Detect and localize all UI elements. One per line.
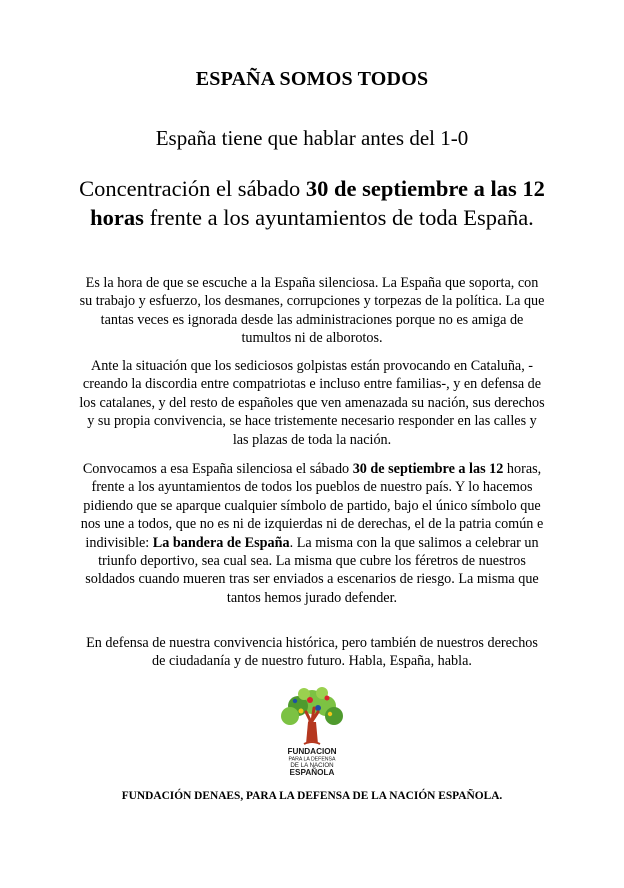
tree-icon (270, 684, 354, 778)
p3-part3: . La misma con la que salimos a celebrar un triunfo deportivo, sea cual sea. La misma que cubre los féretros de nuestros soldados cuando mueren tras ser enviados a escenarios de riesgo. La misma que tantos hemos jurado defender. (85, 534, 539, 606)
paragraph-catalonia: Ante la situación que los sediciosos golpistas están provocando en Cataluña, -creando la discordia entre compatriotas e incluso entre familias-, y en defensa de los catalanes, y del resto de españoles que ven amenazada su nación, sus derechos y su propia convivencia, se hace tristemente necesario responder en las calles y las plazas de toda la nación. (79, 358, 545, 448)
headline-text-pre: Concentración el sábado (79, 176, 306, 201)
logo-line4: ESPAÑOLA (289, 768, 335, 777)
page-title: ESPAÑA SOMOS TODOS (195, 68, 429, 90)
logo-line3: DE LA NACION (290, 762, 334, 769)
p3-part2: horas, frente a los ayuntamientos de todos los pueblos de nuestro país. Y lo hacemos pidiendo que se aparque cualquier símbolo de partido, bajo el único símbolo que nos une a todos, que no es ni de izquierdas ni de derechas, el de la patria común e indivisible: (80, 461, 544, 551)
p3-date-time: 30 de septiembre a las 12 (352, 461, 504, 477)
page-subtitle: España tiene que hablar antes del 1-0 (155, 126, 469, 150)
logo-line1: FUNDACION (287, 747, 337, 756)
logo-line2: PARA LA DEFENSA (288, 756, 336, 763)
headline-text-post: frente a los ayuntamientos de toda España. (143, 205, 534, 230)
p3-part1: Convocamos a esa España silenciosa el sábado (82, 461, 353, 477)
footer-signature: FUNDACIÓN DENAES, PARA LA DEFENSA DE LA NACIÓN ESPAÑOLA. (121, 790, 503, 802)
paragraph-closing: En defensa de nuestra convivencia histórica, pero también de nuestros derechos de ciudadanía y de nuestro futuro. Habla, España, habla. (86, 635, 538, 670)
event-headline (70, 174, 554, 232)
paragraph-call-to-action (78, 460, 546, 607)
paragraph-silent-spain: Es la hora de que se escuche a la España silenciosa. La España que soporta, con su trabajo y esfuerzo, los desmanes, corrupciones y torpezas de la política. La que tantas veces es ignorada desde las administraciones porque no es amiga de tumultos ni de alborotos. (79, 275, 545, 347)
headline-date-time: 30 de septiembre a las 12 horas (90, 176, 545, 230)
p3-flag-phrase: La bandera de España (152, 534, 290, 551)
foundation-logo (270, 684, 354, 778)
